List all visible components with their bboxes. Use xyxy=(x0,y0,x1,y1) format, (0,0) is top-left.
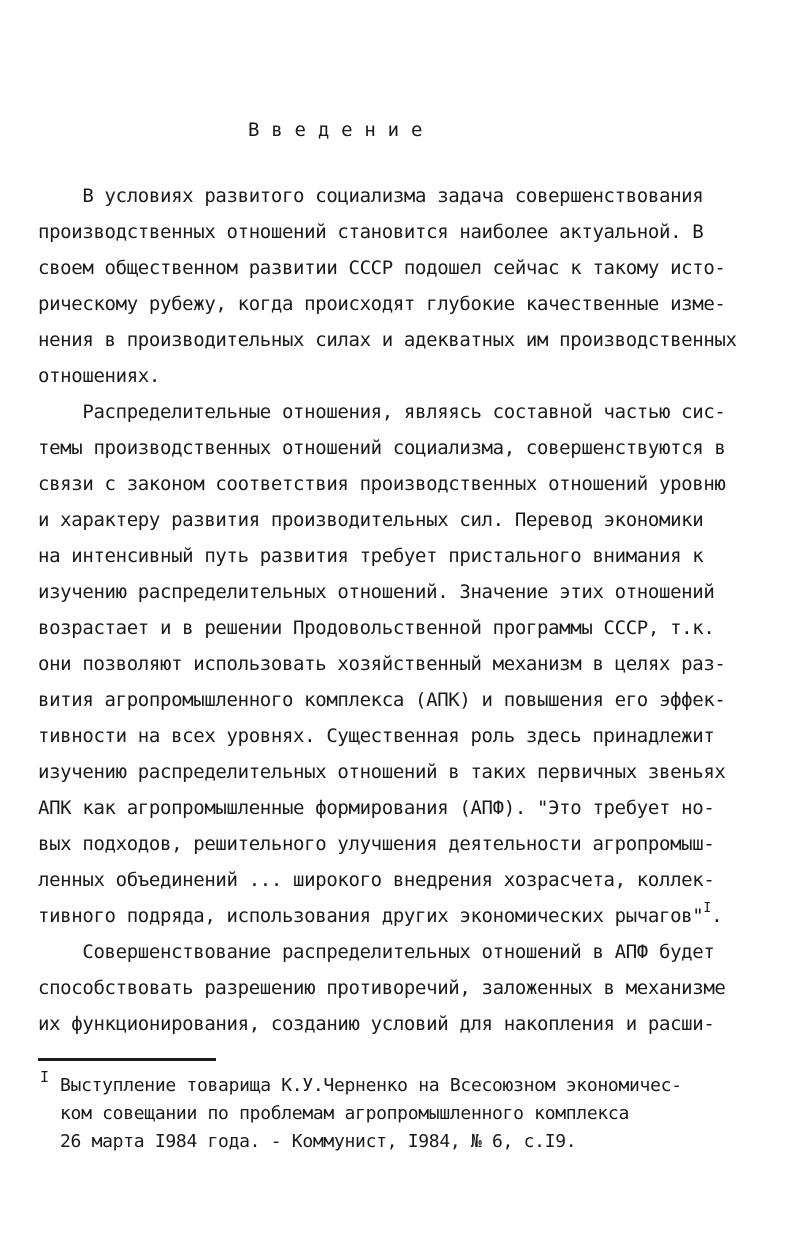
text-line-with-footnote-ref xyxy=(38,901,723,931)
text-line: рическому рубежу, когда происходят глубокие качественные изме- xyxy=(38,293,726,315)
text-line: изучению распределительных отношений в таких первичных звеньях xyxy=(38,761,726,783)
text-line: нения в производительных силах и адекватных им производственных xyxy=(38,329,737,351)
footnote-line: ком совещании по проблемам агропромышленного комплекса xyxy=(60,1103,629,1124)
text-line: отношениях. xyxy=(38,365,160,387)
text-line: и характеру развития производительных сил. Перевод экономики xyxy=(38,509,704,531)
text-line: на интенсивный путь развития требует пристального внимания к xyxy=(38,545,704,567)
footnote-reference-end: . xyxy=(711,905,723,927)
text-line: вития агропромышленного комплекса (АПК) и повышения его эффек- xyxy=(38,689,726,711)
text-line: своем общественном развитии СССР подошел сейчас к такому исто- xyxy=(38,257,726,279)
text-line: производственных отношений становится наиболее актуальной. В xyxy=(38,221,704,243)
text-line: Распределительные отношения, являясь составной частью сис- xyxy=(38,401,726,423)
footnote-line: Выступление товарища К.У.Черненко на Всесоюзном экономичес- xyxy=(60,1075,682,1096)
text-line: тивности на всех уровнях. Существенная роль здесь принадлежит xyxy=(38,725,715,747)
text-line: темы производственных отношений социализма, совершенствуются в xyxy=(38,437,726,459)
footnote-reference: I xyxy=(703,901,712,916)
text-line: их функционирования, созданию условий для накопления и расши- xyxy=(38,1013,715,1035)
text-line: связи с законом соответствия производственных отношений уровню xyxy=(38,473,726,495)
text-line: изучению распределительных отношений. Значение этих отношений xyxy=(38,581,715,603)
footnote-line: 26 марта I984 года. - Коммунист, I984, № 6, с.I9. xyxy=(60,1131,577,1152)
text-line: способствовать разрешению противоречий, заложенных в механизме xyxy=(38,977,726,999)
footnote-mark: I xyxy=(40,1068,50,1086)
text-line: возрастает и в решении Продовольственной программы СССР, т.к. xyxy=(38,617,715,639)
text-line-content: тивного подряда, использования других экономических рычагов" xyxy=(38,905,704,927)
text-line: В условиях развитого социализма задача совершенствования xyxy=(38,185,704,207)
text-line: они позволяют использовать хозяйственный механизм в целях раз- xyxy=(38,653,726,675)
text-line: Совершенствование распределительных отношений в АПФ будет xyxy=(38,941,715,963)
text-line: вых подходов, решительного улучшения деятельности агропромыш- xyxy=(38,833,715,855)
footnote-divider xyxy=(38,1058,216,1061)
text-line: АПК как агропромышленные формирования (АПФ). "Это требует но- xyxy=(38,797,715,819)
page-title: В в е д е н и е xyxy=(248,119,423,141)
text-line: ленных объединений ... широкого внедрения хозрасчета, коллек- xyxy=(38,869,715,891)
